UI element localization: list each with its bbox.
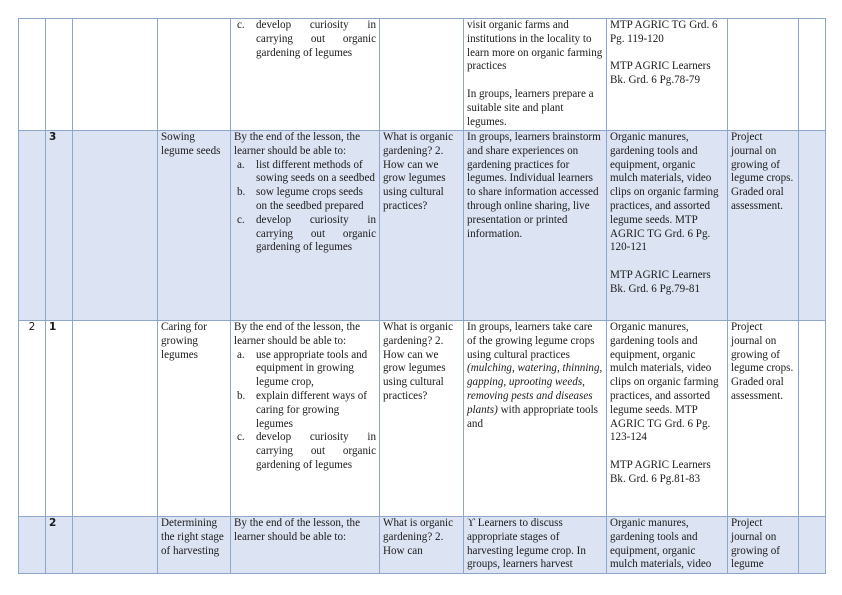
learning-outcomes-cell bbox=[231, 131, 380, 321]
lesson-cell bbox=[46, 19, 73, 131]
assessment-cell bbox=[728, 19, 799, 131]
reflection-cell bbox=[799, 517, 826, 574]
experience-text: In groups, learners take care of the growing legume crops using cultural practices bbox=[467, 321, 595, 361]
assessment-cell: Project journal on growing of legume crops. Graded oral assessment. bbox=[728, 131, 799, 321]
experience-text: In groups, learners brainstorm and share experiences on gardening practices for legumes. Individual learners to share information accessed through online sharing, live presentation or printed information. bbox=[467, 131, 601, 240]
inquiry-question-cell: What is organic gardening? 2. How can bbox=[380, 517, 464, 574]
resource-text: MTP AGRIC TG Grd. 6 Pg. 119-120 bbox=[610, 19, 718, 45]
week-cell: 2 bbox=[19, 321, 46, 517]
lesson-cell: 2 bbox=[46, 517, 73, 574]
reflection-cell bbox=[799, 131, 826, 321]
outcome-item: b. explain different ways of caring for growing legumes bbox=[237, 389, 368, 430]
week-cell bbox=[19, 19, 46, 131]
outcomes-intro: By the end of the lesson, the learner should be able to: bbox=[234, 321, 361, 347]
week-cell bbox=[19, 131, 46, 321]
strand-cell bbox=[73, 131, 158, 321]
table-row bbox=[19, 19, 826, 131]
lesson-cell: 3 bbox=[46, 131, 73, 321]
resources-cell bbox=[607, 131, 728, 321]
lesson-cell: 1 bbox=[46, 321, 73, 517]
resources-cell bbox=[607, 321, 728, 517]
strand-cell bbox=[73, 19, 158, 131]
resource-text: MTP AGRIC Learners Bk. Grd. 6 Pg.81-83 bbox=[610, 458, 711, 485]
inquiry-question-cell: What is organic gardening? 2. How can we grow legumes using cultural practices? bbox=[380, 321, 464, 517]
sub-strand-cell: Caring for growing legumes bbox=[158, 321, 231, 517]
resources-cell bbox=[607, 19, 728, 131]
inquiry-question-cell: What is organic gardening? 2. How can we grow legumes using cultural practices? bbox=[380, 131, 464, 321]
learning-experiences-cell bbox=[464, 321, 607, 517]
table-row bbox=[19, 321, 826, 517]
scheme-of-work-table bbox=[18, 18, 826, 574]
sub-strand-cell: Determining the right stage of harvesting bbox=[158, 517, 231, 574]
outcomes-list bbox=[234, 159, 376, 256]
resource-text: Organic manures, gardening tools and equipment, organic mulch materials, video bbox=[610, 517, 712, 571]
resource-text: Organic manures, gardening tools and equipment, organic mulch materials, video clips on organic farming practices, and assorted legume seeds. MTP AGRIC TG Grd. 6 Pg. 123-124 bbox=[610, 321, 719, 444]
experience-text: ϒ Learners to discuss appropriate stages of harvesting legume crop. In groups, learners harvest bbox=[467, 517, 586, 571]
assessment-cell: Project journal on growing of legume crops. Graded oral assessment. bbox=[728, 321, 799, 517]
outcome-item: c. develop curiosity in carrying out organic gardening of legumes bbox=[237, 431, 376, 471]
experience-practices-italic: (mulching, watering, thinning, gapping, uprooting weeds, removing pests and diseases plants) bbox=[467, 362, 603, 416]
reflection-cell bbox=[799, 321, 826, 517]
resource-text: MTP AGRIC Learners Bk. Grd. 6 Pg.79-81 bbox=[610, 268, 711, 295]
resource-text: Organic manures, gardening tools and equipment, organic mulch materials, video clips on organic farming practices, and assorted legume seeds. MTP AGRIC TG Grd. 6 Pg. 120-121 bbox=[610, 131, 719, 254]
experience-text: visit organic farms and institutions in the locality to learn more on organic farming practices bbox=[467, 19, 603, 73]
strand-cell bbox=[73, 321, 158, 517]
outcomes-intro: By the end of the lesson, the learner should be able to: bbox=[234, 131, 361, 157]
learning-experiences-cell bbox=[464, 131, 607, 321]
reflection-cell bbox=[799, 19, 826, 131]
week-cell bbox=[19, 517, 46, 574]
outcomes-list bbox=[234, 349, 376, 473]
sub-strand-cell: Sowing legume seeds bbox=[158, 131, 231, 321]
learning-outcomes-cell bbox=[231, 19, 380, 131]
outcome-item: a. list different methods of sowing seeds on a seedbed bbox=[237, 158, 375, 185]
outcomes-intro: By the end of the lesson, the learner should be able to: bbox=[234, 517, 361, 543]
assessment-cell: Project journal on growing of legume bbox=[728, 517, 799, 574]
experience-text: In groups, learners prepare a suitable site and plant legumes. bbox=[467, 87, 594, 128]
resources-cell bbox=[607, 517, 728, 574]
sub-strand-cell bbox=[158, 19, 231, 131]
learning-experiences-cell bbox=[464, 517, 607, 574]
outcome-item: a. use appropriate tools and equipment in growing legume crop, bbox=[237, 348, 368, 389]
outcomes-list bbox=[234, 19, 376, 60]
resource-text: MTP AGRIC Learners Bk. Grd. 6 Pg.78-79 bbox=[610, 60, 711, 87]
learning-outcomes-cell bbox=[231, 517, 380, 574]
table-row bbox=[19, 517, 826, 574]
outcome-item: b. sow legume crops seeds on the seedbed prepared bbox=[237, 186, 364, 212]
inquiry-question-cell bbox=[380, 19, 464, 131]
learning-experiences-cell bbox=[464, 19, 607, 131]
outcome-item: c. develop curiosity in carrying out organic gardening of legumes bbox=[237, 213, 376, 254]
learning-outcomes-cell bbox=[231, 321, 380, 517]
outcome-item: c. develop curiosity in carrying out organic gardening of legumes bbox=[237, 19, 376, 59]
table-row bbox=[19, 131, 826, 321]
strand-cell bbox=[73, 517, 158, 574]
experience-text: with appropriate tools and bbox=[467, 403, 598, 430]
